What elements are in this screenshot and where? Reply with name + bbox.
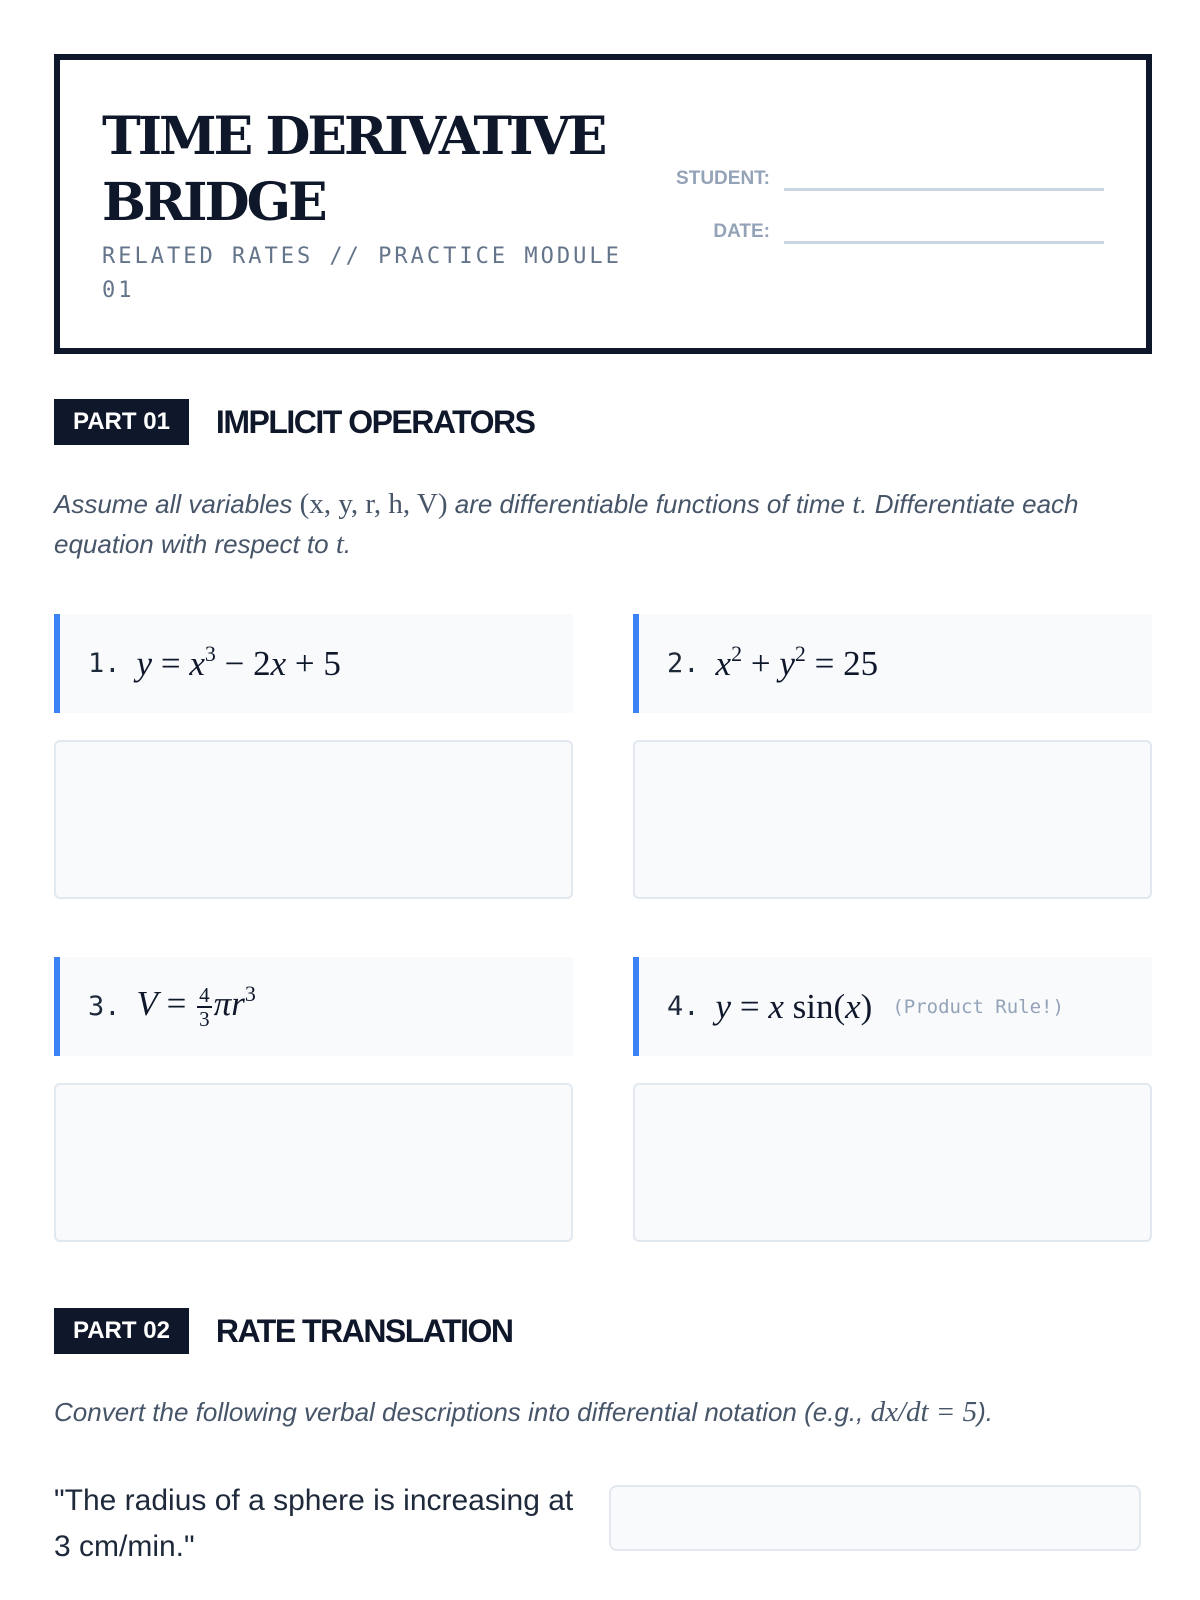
problem-1: [54, 614, 573, 713]
instructions-text: ).: [977, 1397, 994, 1427]
problem-3: [54, 957, 573, 1056]
instructions-text: Convert the following verbal descriptions into differential notation (e.g.,: [54, 1397, 871, 1427]
problem-equation: y = x sin(x): [715, 986, 873, 1026]
part-01-header: [54, 399, 534, 445]
verbal-answer-field-1[interactable]: [609, 1485, 1141, 1551]
part-02-title: RATE TRANSLATION: [215, 1312, 513, 1349]
date-line[interactable]: [784, 217, 1104, 244]
problem-4: [633, 957, 1152, 1056]
answer-box-3[interactable]: [54, 1083, 573, 1242]
part-01-title: IMPLICIT OPERATORS: [215, 403, 535, 440]
answer-box-2[interactable]: [633, 740, 1152, 899]
problem-equation: V = $\frac{4}{3}$ $\pi r^3$: [136, 980, 256, 1031]
part-01-badge: PART 01: [54, 399, 189, 445]
problem-2: [633, 614, 1152, 713]
student-label: STUDENT:: [676, 168, 770, 189]
notation-example: dx/dt = 5: [870, 1396, 978, 1428]
worksheet-subtitle: RELATED RATES // PRACTICE MODULE 01: [102, 244, 622, 303]
date-field-row: [660, 217, 1104, 244]
answer-box-1[interactable]: [54, 740, 573, 899]
instructions-text: are differentiable functions of time: [447, 489, 853, 519]
date-label: DATE:: [713, 221, 770, 242]
time-variable: t: [852, 488, 861, 520]
part-02-header: [54, 1308, 512, 1354]
problem-equation: $x^2 + y^2 = 25$: [715, 640, 879, 683]
student-name-line[interactable]: [784, 164, 1104, 191]
verbal-description-1: "The radius of a sphere is increasing at 3 cm/min.": [54, 1484, 574, 1563]
problem-number: 4.: [667, 991, 700, 1022]
worksheet-page: [54, 54, 1152, 1563]
instructions-text: . Differentiate each equation with respect to: [54, 489, 1079, 559]
problem-number: 1.: [88, 648, 121, 679]
answer-box-4[interactable]: [633, 1083, 1152, 1242]
part-02-badge: PART 02: [54, 1308, 189, 1354]
worksheet-title: TIME DERIVATIVE BRIDGE: [102, 106, 605, 233]
variables-list: (x, y, r, h, V): [299, 488, 448, 520]
problem-hint: (Product Rule!): [892, 995, 1064, 1018]
worksheet-header: [54, 54, 1152, 354]
instructions-text: Assume all variables: [54, 489, 300, 519]
student-field-row: [660, 164, 1104, 191]
problem-number: 2.: [667, 648, 700, 679]
instructions-text: .: [343, 529, 352, 559]
problem-number: 3.: [88, 991, 121, 1022]
time-variable: t: [335, 528, 344, 560]
problem-equation: $y = x^3 - 2x + 5$: [136, 640, 341, 683]
part-02-instructions: [54, 1392, 1152, 1432]
part-01-instructions: [54, 484, 1152, 564]
